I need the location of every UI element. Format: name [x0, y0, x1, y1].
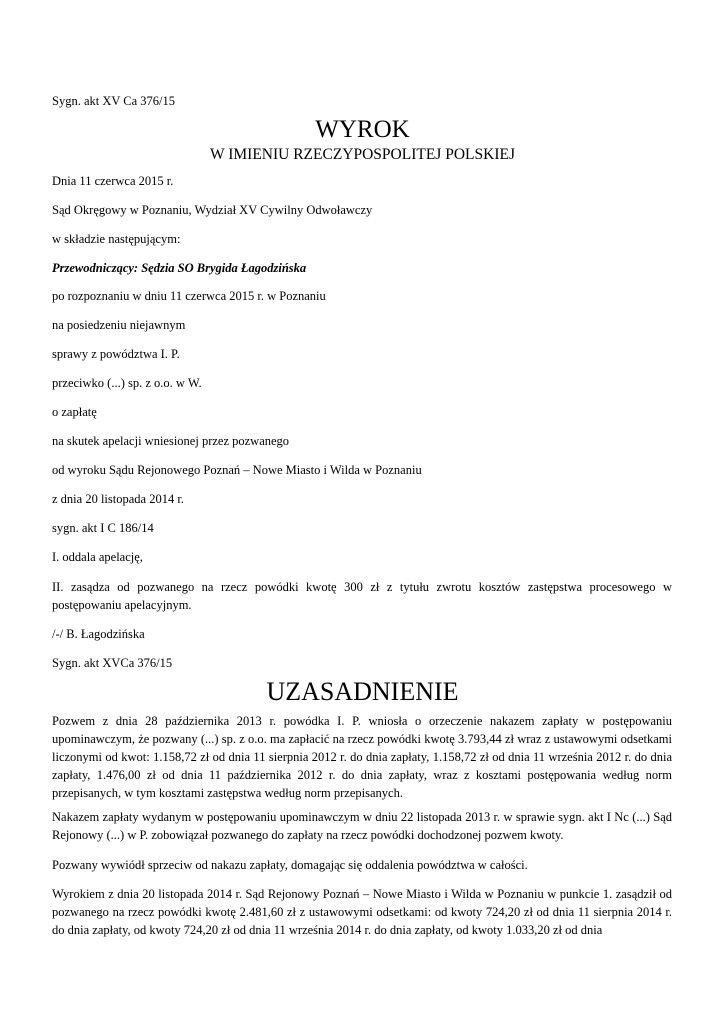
case-number: Sygn. akt XV Ca 376/15 [52, 94, 176, 108]
session-line: na posiedzeniu niejawnym [52, 318, 186, 332]
plaintiff-line: sprawy z powództwa I. P. [52, 347, 180, 361]
justification-title: UZASADNIENIE [266, 677, 459, 706]
subject-line: o zapłatę [52, 405, 97, 419]
composition-label: w składzie następującym: [52, 232, 181, 246]
ruling-item: II. zasądza od pozwanego na rzecz powódki kwotę 300 zł z tytułu zwrotu kosztów zastępstwa procesowego w postępowaniu apelacyjnym. [52, 580, 672, 612]
lower-judgment-date: z dnia 20 listopada 2014 r. [52, 492, 184, 506]
judgment-date: Dnia 11 czerwca 2015 r. [52, 174, 174, 188]
ruling-item: I. oddala apelację, [52, 550, 143, 564]
case-number-2: Sygn. akt XVCa 376/15 [52, 656, 173, 670]
lower-court-line: od wyroku Sądu Rejonowego Poznań – Nowe Miasto i Wilda w Poznaniu [52, 463, 422, 477]
justification-paragraph: Pozwem z dnia 28 października 2013 r. powódka I. P. wniosła o orzeczenie nakazem zapłaty w postępowaniu upominawczym, że pozwany (...) sp. z o.o. ma zapłacić na rzecz powódki kwotę 3.793,44 zł wraz z ustawowymi odsetkami liczonymi od kwot: 1.158,72 zł od dnia 11 sierpnia 2012 r. do dnia zapłaty, 1.158,72 zł od dnia 11 września 2012 r. do dnia zapłaty, 1.476,00 zł od dnia 11 października 2012 r. do dnia zapłaty, wraz z kosztami postępowania według norm przepisanych, w tym kosztami zastępstwa według norm przepisanych. [52, 714, 672, 800]
signature: /-/ B. Łagodzińska [52, 627, 145, 641]
justification-paragraph: Pozwany wywiódł sprzeciw od nakazu zapłaty, domagając się oddalenia powództwa w całości. [52, 858, 528, 872]
justification-paragraph: Wyrokiem z dnia 20 listopada 2014 r. Sąd Rejonowy Poznań – Nowe Miasto i Wilda w Poznaniu w punkcie 1. zasądził od pozwanego na rzecz powódki kwotę 2.481,60 zł z ustawowymi odsetkami: od kwoty 724,20 zł od dnia 11 sierpnia 2014 r. do dnia zapłaty, od kwoty 724,20 zł od dnia 11 września 2014 r. do dnia zapłaty, od kwoty 1.033,20 zł od dnia [52, 887, 672, 937]
document-subtitle: W IMIENIU RZECZYPOSPOLITEJ POLSKIEJ [210, 146, 515, 163]
examination-line: po rozpoznaniu w dniu 11 czerwca 2015 r. w Poznaniu [52, 289, 326, 303]
presiding-judge: Przewodniczący: Sędzia SO Brygida Łagodzińska [52, 261, 307, 275]
lower-judgment-ref: sygn. akt I C 186/14 [52, 521, 154, 535]
justification-paragraph: Nakazem zapłaty wydanym w postępowaniu upominawczym w dniu 22 listopada 2013 r. w sprawie sygn. akt I Nc (...) Sąd Rejonowy (...) w P. zobowiązał pozwanego do zapłaty na rzecz powódki dochodzonej pozwem kwoty. [52, 810, 672, 842]
appeal-line: na skutek apelacji wniesionej przez pozwanego [52, 434, 290, 448]
court-name: Sąd Okręgowy w Poznaniu, Wydział XV Cywilny Odwoławczy [52, 203, 373, 217]
defendant-line: przeciwko (...) sp. z o.o. w W. [52, 376, 202, 390]
document-title: WYROK [315, 116, 410, 143]
